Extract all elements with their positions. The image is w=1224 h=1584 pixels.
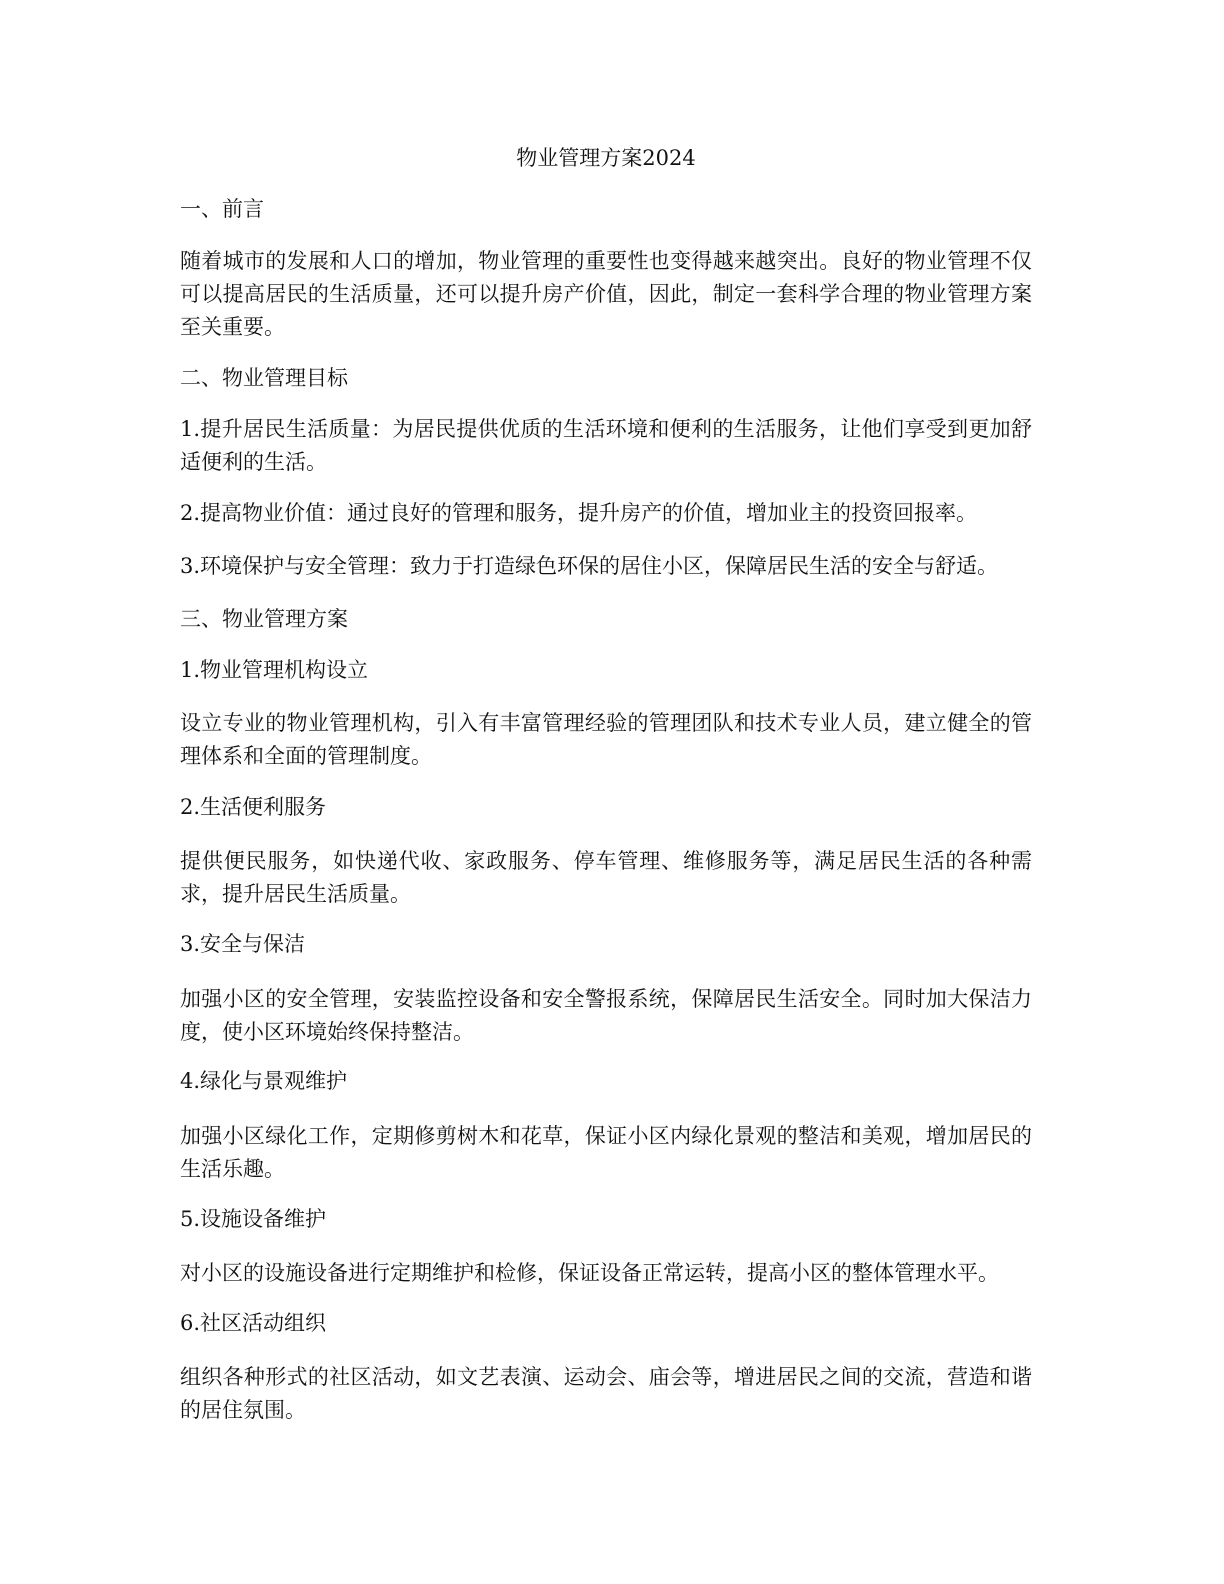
section-heading-preface: 一、前言 bbox=[180, 197, 264, 221]
plan-item-6-paragraph: 组织各种形式的社区活动，如文艺表演、运动会、庙会等，增进居民之间的交流，营造和谐的居住氛围。 bbox=[180, 1365, 1032, 1422]
goal-item-3: 3.环境保护与安全管理：致力于打造绿色环保的居住小区，保障居民生活的安全与舒适。 bbox=[180, 554, 999, 578]
section-heading-plan: 三、物业管理方案 bbox=[180, 607, 348, 631]
paragraph-preface: 随着城市的发展和人口的增加，物业管理的重要性也变得越来越突出。良好的物业管理不仅可以提高居民的生活质量，还可以提升房产价值，因此，制定一套科学合理的物业管理方案至关重要。 bbox=[180, 249, 1032, 339]
plan-item-4-paragraph: 加强小区绿化工作，定期修剪树木和花草，保证小区内绿化景观的整洁和美观，增加居民的生活乐趣。 bbox=[180, 1124, 1032, 1181]
document-title: 物业管理方案2024 bbox=[516, 146, 696, 170]
plan-item-1-paragraph: 设立专业的物业管理机构，引入有丰富管理经验的管理团队和技术专业人员，建立健全的管理体系和全面的管理制度。 bbox=[180, 711, 1032, 768]
plan-item-5-paragraph: 对小区的设施设备进行定期维护和检修，保证设备正常运转，提高小区的整体管理水平。 bbox=[180, 1261, 999, 1285]
plan-item-2-heading: 2.生活便利服务 bbox=[180, 795, 327, 819]
plan-item-3-heading: 3.安全与保洁 bbox=[180, 932, 306, 956]
goal-item-1: 1.提升居民生活质量：为居民提供优质的生活环境和便利的生活服务，让他们享受到更加舒适便利的生活。 bbox=[180, 417, 1032, 474]
plan-item-1-heading: 1.物业管理机构设立 bbox=[180, 658, 369, 682]
section-heading-goals: 二、物业管理目标 bbox=[180, 366, 348, 390]
plan-item-6-heading: 6.社区活动组织 bbox=[180, 1311, 327, 1335]
plan-item-3-paragraph: 加强小区的安全管理，安装监控设备和安全警报系统，保障居民生活安全。同时加大保洁力度，使小区环境始终保持整洁。 bbox=[180, 987, 1032, 1044]
goal-item-2: 2.提高物业价值：通过良好的管理和服务，提升房产的价值，增加业主的投资回报率。 bbox=[180, 501, 978, 525]
plan-item-2-paragraph: 提供便民服务，如快递代收、家政服务、停车管理、维修服务等，满足居民生活的各种需求，提升居民生活质量。 bbox=[180, 849, 1032, 906]
plan-item-4-heading: 4.绿化与景观维护 bbox=[180, 1069, 348, 1093]
plan-item-5-heading: 5.设施设备维护 bbox=[180, 1207, 327, 1231]
